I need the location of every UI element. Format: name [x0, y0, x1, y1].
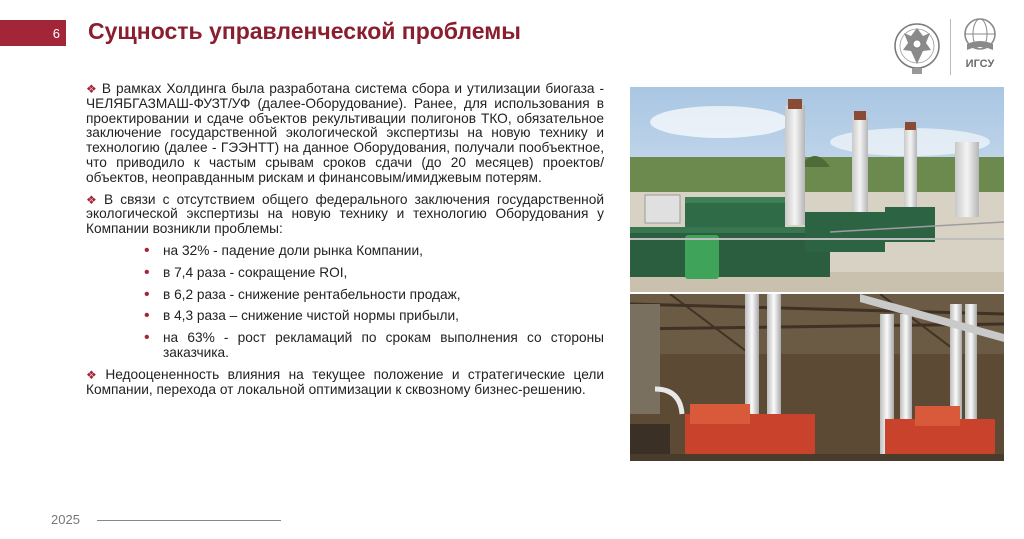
page-title: Сущность управленческой проблемы	[88, 18, 521, 44]
paragraph-2	[86, 193, 604, 237]
igsu-logo	[959, 16, 1001, 70]
diamond-icon: ❖	[86, 192, 101, 207]
diamond-icon: ❖	[86, 367, 102, 382]
footer-year: 2025	[51, 512, 80, 527]
paragraph-3	[86, 368, 604, 398]
list-item: • в 4,3 раза – снижение чистой нормы прибыли,	[144, 309, 604, 324]
globe-icon	[961, 16, 999, 56]
logo-divider	[950, 19, 951, 75]
slide-number: 6	[0, 20, 66, 46]
problem-list	[86, 244, 604, 361]
paragraph-text: В связи с отсутствием общего федерального заключения государственной экологической экспертизы на новую технику и технологию Оборудования у Компании возникли проблемы:	[86, 191, 604, 237]
list-item: • в 6,2 раза - снижение рентабельности продаж,	[144, 288, 604, 303]
diamond-icon: ❖	[86, 82, 98, 96]
footer-divider	[97, 520, 281, 521]
paragraph-text: Недооцененность влияния на текущее положение и стратегические цели Компании, перехода от локальной оптимизации к сквозному бизнес-решению.	[86, 366, 604, 397]
logo-group	[892, 16, 1006, 86]
list-item: • на 32% - падение доли рынка Компании,	[144, 244, 604, 259]
paragraph-1	[86, 82, 604, 186]
emblem-icon	[892, 16, 942, 78]
generator-hall-photo	[630, 294, 1004, 461]
list-item: • на 63% - рост рекламаций по срокам выполнения со стороны заказчика.	[144, 331, 604, 361]
biogas-plant-photo	[630, 87, 1004, 292]
list-item: • в 7,4 раза - сокращение ROI,	[144, 266, 604, 281]
paragraph-text: В рамках Холдинга была разработана система сбора и утилизации биогаза - ЧЕЛЯБГАЗМАШ-ФУЗТ/УФ (далее-Оборудование). Ранее, для использования в проектировании и сдаче объектов рекультивации полигонов ТКО, обязательное заключение государственной экологической экспертизы на новую технику и технологию (далее - ГЭЭНТТ) на данное Оборудования, получали пообъектное, что приводило к частым срывам сроков сдачи (до 20 месяцев) проектов/объектов, неоправданным рискам и финансовым/имиджевым потерям.	[86, 81, 604, 185]
logo-label: ИГСУ	[965, 58, 995, 70]
content-block	[86, 82, 604, 404]
